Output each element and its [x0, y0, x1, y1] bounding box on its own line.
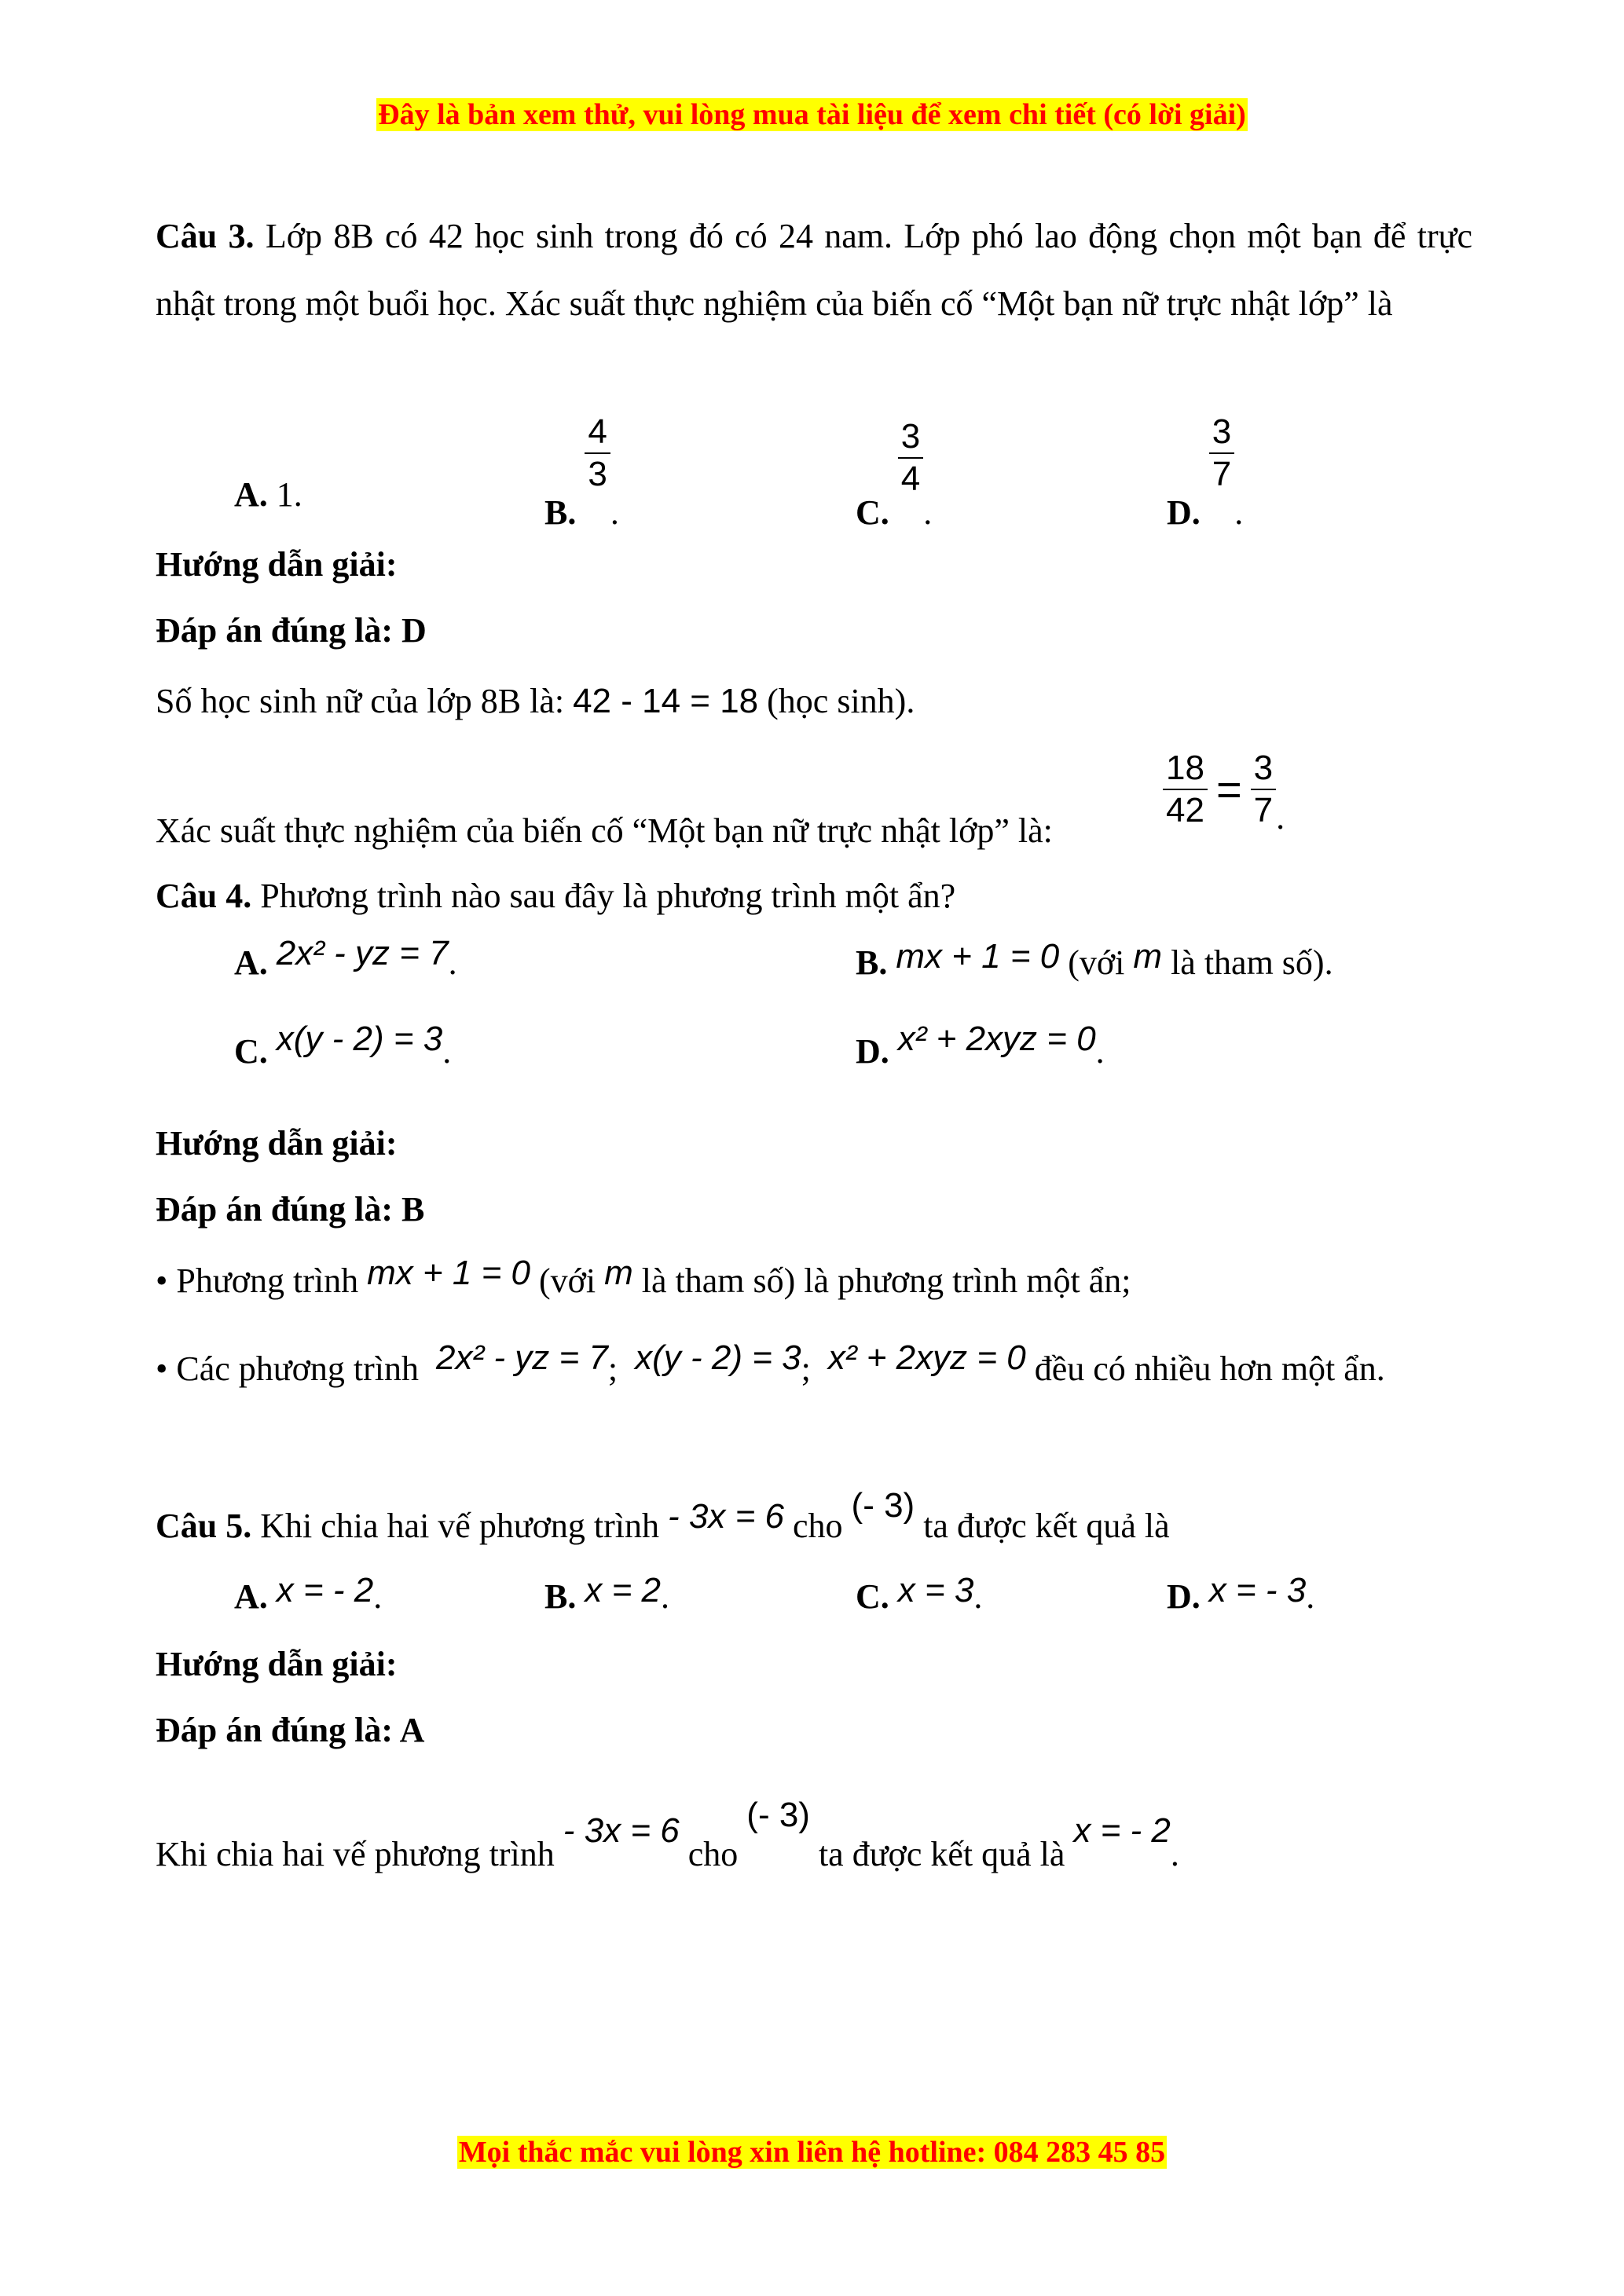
q3-solution-2-math: $\frac{18}{42}$ = $\frac{3}{7}$ .	[1163, 748, 1285, 831]
q4-option-c-label: C.	[234, 1032, 268, 1071]
q4-option-a-label: A.	[234, 943, 268, 982]
q4-guide-heading: Hướng dẫn giải:	[156, 1124, 398, 1163]
q4-option-b-note-end: là tham số).	[1162, 943, 1333, 982]
q3-option-d-label: D.	[1167, 493, 1201, 533]
q4-solution-1-text: • Phương trình	[156, 1262, 368, 1300]
q5-option-a-label: A.	[234, 1577, 268, 1616]
q3-option-b: B. $\frac{4}{3}$ .	[544, 412, 619, 533]
q3-solution-1-unit: (học sinh).	[758, 682, 915, 720]
q3-option-c: C. $\frac{3}{4}$ .	[856, 417, 933, 533]
q5-option-d: D. x = - 3.	[1167, 1571, 1315, 1616]
q5-solution-text: Khi chia hai vế phương trình	[156, 1835, 563, 1873]
q5-option-b-label: B.	[544, 1577, 577, 1616]
q5-option-d-label: D.	[1167, 1577, 1201, 1616]
q4-option-d: D. x² + 2xyz = 0.	[856, 1020, 1105, 1071]
q5-option-a: A. x = - 2.	[234, 1571, 383, 1616]
q4-solution-2-math-1: 2x² - yz = 7	[436, 1338, 608, 1377]
fraction-numerator: 3	[898, 416, 923, 459]
q5-option-b-math: x = 2	[585, 1571, 661, 1609]
question-4-label: Câu 4.	[156, 877, 252, 915]
question-5-divisor: (- 3)	[851, 1486, 915, 1525]
q4-solution-1-param: m	[604, 1254, 633, 1292]
q5-option-c: C. x = 3.	[856, 1571, 983, 1616]
question-4	[156, 862, 1472, 930]
q3-answer: Đáp án đúng là: D	[156, 611, 427, 650]
question-3	[156, 203, 1472, 338]
q4-option-c-math: x(y - 2) = 3	[276, 1020, 443, 1058]
q3-option-d-fraction	[1209, 412, 1234, 495]
q3-option-d: D. $\frac{3}{7}$ .	[1167, 412, 1244, 533]
q5-option-a-math: x = - 2	[276, 1571, 374, 1609]
question-3-text: Lớp 8B có 42 học sinh trong đó có 24 nam. Lớp phó lao động chọn một bạn để trực nhật trong một buổi học. Xác suất thực nghiệm của biến cố “Một bạn nữ trực nhật lớp” là	[156, 217, 1473, 323]
q4-solution-2-text: • Các phương trình	[156, 1349, 428, 1388]
fraction-numerator: 4	[585, 412, 610, 454]
q3-solution-1-text: Số học sinh nữ của lớp 8B là:	[156, 682, 574, 720]
q3-option-b-fraction	[585, 412, 610, 495]
q4-solution-1-text-b: (với	[530, 1262, 605, 1300]
question-5-text: Khi chia hai vế phương trình	[251, 1507, 669, 1545]
q4-solution-1-text-c: là tham số) là phương trình một ẩn;	[632, 1262, 1131, 1300]
q4-solution-1-math: mx + 1 = 0	[367, 1254, 530, 1292]
q4-solution-2-math-3: x² + 2xyz = 0	[827, 1338, 1026, 1377]
q4-option-d-label: D.	[856, 1032, 889, 1071]
q5-solution-result: x = - 2	[1073, 1811, 1171, 1850]
fraction-denominator: 7	[1253, 791, 1274, 829]
q3-option-c-fraction	[898, 416, 923, 500]
question-5-text-b: cho	[784, 1507, 852, 1545]
q5-option-d-math: x = - 3	[1208, 1571, 1307, 1609]
q4-answer: Đáp án đúng là: B	[156, 1190, 425, 1229]
q3-option-a	[234, 474, 302, 514]
q5-solution: Khi chia hai vế phương trình - 3x = 6 cho (- 3) ta được kết quả là x = - 2.	[156, 1796, 1179, 1873]
q5-solution-divisor: (- 3)	[746, 1796, 810, 1834]
q5-solution-text-c: ta được kết quả là	[809, 1835, 1074, 1873]
fraction-numerator: 3	[1251, 748, 1276, 790]
q4-solution-1	[156, 1247, 1472, 1315]
equals-sign: =	[1215, 764, 1242, 815]
q4-option-c: C. x(y - 2) = 3.	[234, 1020, 452, 1071]
q5-option-c-label: C.	[856, 1577, 889, 1616]
q4-option-b	[856, 937, 1333, 983]
solution-fraction-1	[1163, 748, 1208, 831]
q3-option-a-value: 1.	[276, 475, 302, 514]
q4-option-b-param: m	[1133, 937, 1163, 976]
q3-guide-heading: Hướng dẫn giải:	[156, 545, 398, 584]
q5-solution-text-b: cho	[679, 1835, 747, 1873]
fraction-denominator: 7	[1212, 455, 1232, 493]
q4-solution-2-text-end: đều có nhiều hơn một ẩn.	[1025, 1349, 1385, 1388]
q3-solution-2-text: Xác suất thực nghiệm của biến cố “Một bạn nữ trực nhật lớp” là:	[156, 811, 1053, 850]
fraction-denominator: 42	[1166, 791, 1204, 829]
fraction-numerator: 18	[1163, 748, 1208, 790]
q5-answer: Đáp án đúng là: A	[156, 1711, 425, 1749]
q5-option-c-math: x = 3	[897, 1571, 974, 1609]
question-5-label: Câu 5.	[156, 1507, 252, 1545]
q3-option-b-label: B.	[544, 493, 577, 533]
fraction-denominator: 3	[588, 455, 607, 493]
q4-option-b-math: mx + 1 = 0	[896, 937, 1060, 976]
q3-option-c-label: C.	[856, 493, 889, 533]
q4-option-b-label: B.	[856, 943, 888, 982]
q5-guide-heading: Hướng dẫn giải:	[156, 1645, 398, 1683]
q4-option-b-note: (với	[1059, 943, 1134, 982]
q5-solution-equation: - 3x = 6	[563, 1811, 680, 1850]
hotline-banner-text: Mọi thắc mắc vui lòng xin liên hệ hotline: 084 283 45 85	[458, 2136, 1166, 2169]
question-5	[156, 1486, 1472, 1560]
q4-solution-2: • Các phương trình 2x² - yz = 7; x(y - 2) = 3; x² + 2xyz = 0 đều có nhiều hơn một ẩn.	[156, 1338, 1385, 1388]
q4-option-a: A. 2x² - yz = 7.	[234, 934, 457, 982]
question-3-label: Câu 3.	[156, 217, 255, 255]
preview-banner-text: Đây là bản xem thử, vui lòng mua tài liệu để xem chi tiết (có lời giải)	[378, 98, 1246, 131]
hotline-banner	[0, 2135, 1624, 2170]
q4-solution-2-math-2: x(y - 2) = 3	[635, 1338, 801, 1377]
fraction-numerator: 3	[1209, 412, 1234, 454]
q4-option-d-math: x² + 2xyz = 0	[897, 1020, 1096, 1058]
q4-option-a-math: 2x² - yz = 7	[276, 934, 449, 972]
solution-fraction-2	[1251, 748, 1276, 831]
q3-option-a-label: A.	[234, 475, 268, 514]
preview-banner	[0, 97, 1624, 132]
question-5-equation: - 3x = 6	[668, 1497, 785, 1536]
fraction-denominator: 4	[900, 460, 921, 498]
question-5-text-c: ta được kết quả là	[915, 1507, 1170, 1545]
q3-solution-1-math: 42 - 14 = 18	[573, 682, 759, 720]
question-4-text: Phương trình nào sau đây là phương trình một ẩn?	[251, 877, 956, 915]
q3-solution-1	[156, 668, 1472, 735]
q5-option-b: B. x = 2.	[544, 1571, 669, 1616]
